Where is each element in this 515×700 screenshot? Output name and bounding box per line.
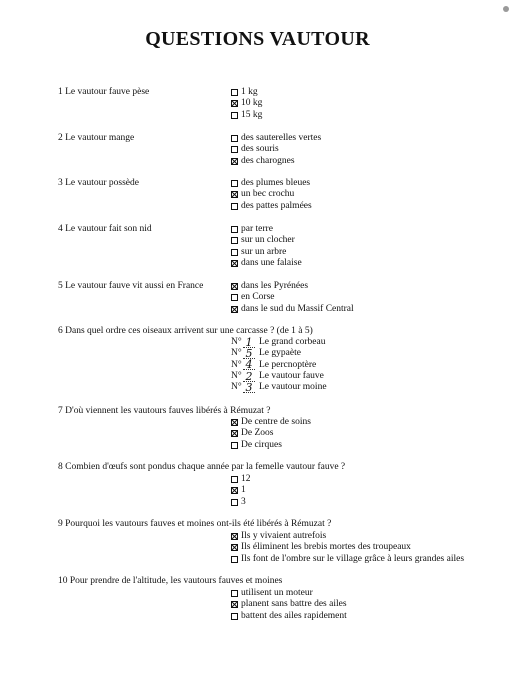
rank-input[interactable]: 1 — [243, 338, 255, 348]
option[interactable]: De Zoos — [231, 428, 311, 439]
checkbox[interactable] — [231, 613, 238, 620]
checkbox-checked[interactable] — [231, 260, 238, 267]
rank-input[interactable]: 5 — [243, 349, 255, 359]
checkbox-checked[interactable] — [231, 158, 238, 165]
option[interactable]: en Corse — [231, 292, 354, 303]
options-q5 — [231, 281, 354, 315]
checkbox-checked[interactable] — [231, 533, 238, 540]
question-6: 6 Dans quel ordre ces oiseaux arrivent sur une carcasse ? (de 1 à 5) — [58, 326, 313, 336]
rank-input[interactable]: 4 — [243, 360, 255, 370]
page-title: QUESTIONS VAUTOUR — [145, 28, 370, 50]
question-10: 10 Pour prendre de l'altitude, les vautours fauves et moines — [58, 576, 283, 586]
checkbox[interactable] — [231, 294, 238, 301]
options-q2 — [231, 133, 321, 167]
question-4: 4 Le vautour fait son nid — [58, 224, 152, 234]
checkbox-checked[interactable] — [231, 100, 238, 107]
option[interactable]: par terre — [231, 224, 302, 235]
option[interactable]: 12 — [231, 474, 251, 485]
option[interactable]: des souris — [231, 144, 321, 155]
checkbox[interactable] — [231, 112, 238, 119]
rank-row: N° 3 Le vautour moine — [231, 380, 327, 394]
rank-row: N° 5 Le gypaète — [231, 346, 301, 360]
options-q4 — [231, 224, 302, 269]
checkbox[interactable] — [231, 476, 238, 483]
checkbox[interactable] — [231, 89, 238, 96]
question-2: 2 Le vautour mange — [58, 133, 135, 143]
option[interactable]: De cirques — [231, 440, 311, 451]
option[interactable]: un bec crochu — [231, 189, 312, 200]
option[interactable]: dans les Pyrénées — [231, 281, 354, 292]
question-1: 1 Le vautour fauve pèse — [58, 87, 150, 97]
checkbox[interactable] — [231, 135, 238, 142]
question-3: 3 Le vautour possède — [58, 178, 139, 188]
rank-row: N° 4 Le percnoptère — [231, 358, 317, 372]
option[interactable]: 15 kg — [231, 110, 262, 121]
option[interactable]: Ils font de l'ombre sur le village grâce à leurs grandes ailes — [231, 554, 464, 565]
scan-speck — [503, 6, 509, 12]
option[interactable]: des pattes palmées — [231, 201, 312, 212]
ranks-q6 — [231, 337, 327, 393]
option[interactable]: sur un arbre — [231, 247, 302, 258]
option[interactable]: 3 — [231, 497, 251, 508]
option[interactable]: battent des ailes rapidement — [231, 611, 347, 622]
rank-row: N° 2 Le vautour fauve — [231, 369, 324, 383]
checkbox[interactable] — [231, 442, 238, 449]
checkbox[interactable] — [231, 226, 238, 233]
checkbox[interactable] — [231, 237, 238, 244]
checkbox-checked[interactable] — [231, 430, 238, 437]
option[interactable]: utilisent un moteur — [231, 588, 347, 599]
checkbox-checked[interactable] — [231, 601, 238, 608]
option[interactable]: des charognes — [231, 156, 321, 167]
question-8: 8 Combien d'œufs sont pondus chaque année par la femelle vautour fauve ? — [58, 462, 346, 472]
rank-input[interactable]: 3 — [243, 383, 255, 393]
question-7: 7 D'où viennent les vautours fauves libérés à Rémuzat ? — [58, 406, 271, 416]
option[interactable]: des plumes bleues — [231, 178, 312, 189]
question-5: 5 Le vautour fauve vit aussi en France — [58, 281, 204, 291]
option[interactable]: sur un clocher — [231, 235, 302, 246]
checkbox[interactable] — [231, 590, 238, 597]
checkbox[interactable] — [231, 180, 238, 187]
option[interactable]: planent sans battre des ailes — [231, 599, 347, 610]
checkbox-checked[interactable] — [231, 283, 238, 290]
options-q7 — [231, 417, 311, 451]
checkbox[interactable] — [231, 146, 238, 153]
option[interactable]: 10 kg — [231, 98, 262, 109]
rank-input[interactable]: 2 — [243, 372, 255, 382]
options-q1 — [231, 87, 262, 121]
options-q10 — [231, 588, 347, 622]
option[interactable]: des sauterelles vertes — [231, 133, 321, 144]
option[interactable]: 1 — [231, 485, 251, 496]
options-q3 — [231, 178, 312, 212]
option[interactable]: Ils y vivaient autrefois — [231, 531, 464, 542]
question-9: 9 Pourquoi les vautours fauves et moines ont-ils été libérés à Rémuzat ? — [58, 519, 332, 529]
checkbox-checked[interactable] — [231, 306, 238, 313]
options-q9 — [231, 531, 464, 565]
checkbox[interactable] — [231, 249, 238, 256]
rank-row: N° 1 Le grand corbeau — [231, 335, 326, 349]
option[interactable]: dans une falaise — [231, 258, 302, 269]
option[interactable]: 1 kg — [231, 87, 262, 98]
checkbox-checked[interactable] — [231, 487, 238, 494]
checkbox[interactable] — [231, 499, 238, 506]
checkbox-checked[interactable] — [231, 191, 238, 198]
checkbox[interactable] — [231, 556, 238, 563]
option[interactable]: dans le sud du Massif Central — [231, 304, 354, 315]
checkbox-checked[interactable] — [231, 544, 238, 551]
option[interactable]: De centre de soins — [231, 417, 311, 428]
checkbox[interactable] — [231, 203, 238, 210]
option[interactable]: Ils éliminent les brebis mortes des troupeaux — [231, 542, 464, 553]
options-q8 — [231, 474, 251, 508]
checkbox-checked[interactable] — [231, 419, 238, 426]
